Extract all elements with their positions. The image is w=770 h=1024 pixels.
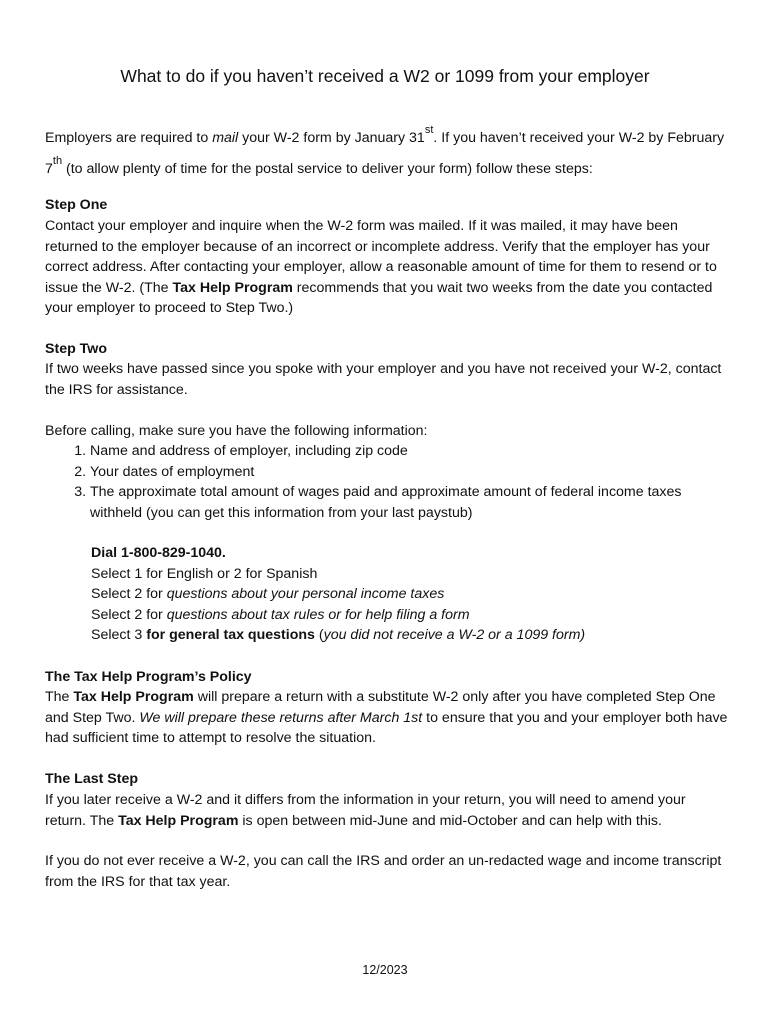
intro-text-3: . If you haven’t received your W-2 by February 7 [45, 130, 725, 177]
step-one-text-1: Contact your employer and inquire when the W-2 form was mailed. If it was mailed, it may have been returned to the employer because of an incorrect or incomplete address. Verify that the employer has your correct address. After contacting your employer, allow a reasonable amount of time for them to resend or to issue the W-2. (The [45, 218, 717, 296]
policy-tax-help-bold: Tax Help Program [73, 689, 194, 705]
footer-date: 12/2023 [362, 963, 408, 977]
list-item: 2. Your dates of employment [90, 462, 730, 483]
intro-mail-italic: mail [212, 130, 239, 146]
step-one-heading: Step One [45, 197, 108, 213]
policy-text-2: will prepare a return with a substitute W-2 only after you have completed Step One and Step Two. [45, 689, 716, 726]
last-step-text-1: If you later receive a W-2 and it differs from the information in your return, you will need to amend your return. The [45, 792, 686, 829]
final-paragraph: If you do not ever receive a W-2, you can call the IRS and order an un-redacted wage and income transcript from the IRS for that tax year. [45, 853, 722, 890]
last-step-text-2: is open between mid-June and mid-October and can help with this. [238, 812, 662, 829]
intro-st-superscript: st [424, 124, 434, 137]
last-step-paragraph [45, 790, 730, 831]
step-two-heading: Step Two [45, 341, 108, 357]
intro-paragraph [45, 123, 730, 185]
dial-phone-number: Dial 1-800-829-1040. [91, 545, 226, 561]
last-step-heading: The Last Step [45, 771, 139, 787]
dial-option-2 [91, 584, 731, 605]
policy-heading: The Tax Help Program’s Policy [45, 669, 252, 685]
dial-option-4-prefix: Select 3 [91, 627, 147, 643]
dial-option-2-italic: questions about your personal income taxes [166, 586, 445, 602]
page-title: What to do if you haven’t received a W2 or 1099 from your employer [120, 66, 650, 86]
dial-option-1: Select 1 for English or 2 for Spanish [91, 566, 318, 582]
intro-text-1: Employers are required to [45, 130, 213, 146]
step-one-tax-help-bold: Tax Help Program [172, 279, 293, 296]
dial-option-4-italic: you did not receive a W-2 or a 1099 form) [323, 627, 586, 643]
info-list [45, 441, 730, 523]
step-one-text-2: recommends that you wait two weeks from the date you contacted your employer to proceed to Step Two.) [45, 279, 713, 316]
intro-text-2: your W-2 form by January 31 [238, 130, 425, 146]
step-two-paragraph: If two weeks have passed since you spoke with your employer and you have not received your W-2, contact the IRS for assistance. [45, 361, 722, 398]
policy-text-1: The [45, 689, 74, 705]
policy-italic-text: We will prepare these returns after March 1st [139, 709, 423, 726]
dial-option-4 [91, 625, 731, 646]
before-calling-intro: Before calling, make sure you have the following information: [45, 423, 428, 439]
dial-option-4-paren: ( [314, 627, 324, 643]
intro-th-superscript: th [52, 155, 63, 168]
list-item: 1. Name and address of employer, including zip code [90, 441, 730, 462]
dial-option-4-bold: for general tax questions [146, 627, 315, 643]
dial-option-3-prefix: Select 2 for [91, 607, 167, 623]
last-step-tax-help-bold: Tax Help Program [118, 812, 239, 829]
dial-option-2-prefix: Select 2 for [91, 586, 167, 602]
intro-text-4: (to allow plenty of time for the postal service to deliver your form) follow these steps: [62, 161, 593, 177]
policy-paragraph [45, 687, 730, 749]
list-item: 3. The approximate total amount of wages paid and approximate amount of federal income taxes withheld (you can get this information from your last paystub) [90, 482, 730, 523]
dial-option-3-italic: questions about tax rules or for help filing a form [166, 607, 470, 623]
policy-text-3: to ensure that you and your employer both have had sufficient time to attempt to resolve the situation. [45, 709, 728, 746]
step-one-paragraph [45, 216, 730, 319]
dial-option-3 [91, 605, 731, 626]
